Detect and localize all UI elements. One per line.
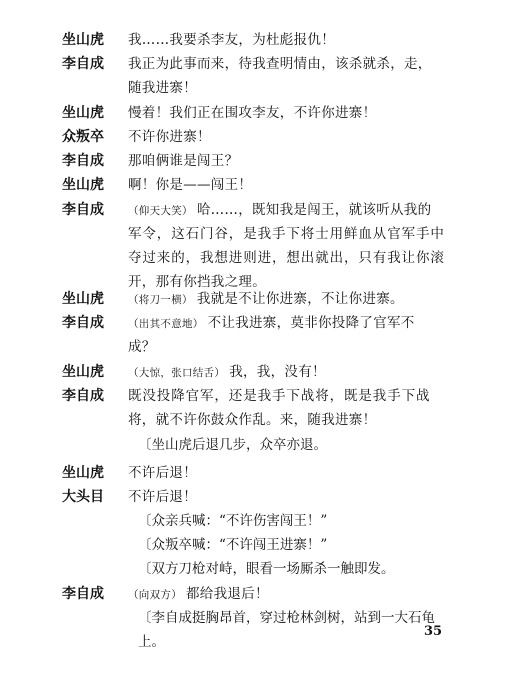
stage-direction-inline: （将刀一横） bbox=[128, 294, 193, 306]
stage-direction-inline: （出其不意地） bbox=[128, 318, 204, 330]
dialogue-line: 慢着！我们正在围攻李友，不许你进寨！ bbox=[128, 105, 377, 121]
dialogue-text: 哈……，既知我是闯王，就该听从我的 bbox=[196, 202, 432, 218]
speaker-name: 坐山虎 bbox=[62, 32, 104, 48]
dialogue-line bbox=[128, 198, 431, 223]
stage-direction: 〔众亲兵喊：“不许伤害闯王！” bbox=[138, 513, 328, 529]
dialogue-text: 我，我，没有！ bbox=[229, 364, 326, 380]
dialogue-line: 成？ bbox=[128, 339, 156, 355]
dialogue-line: 我正为此事而来，待我查明情由，该杀就杀，走， bbox=[128, 56, 432, 72]
dialogue-line: 啊！你是——闯王！ bbox=[128, 177, 253, 193]
dialogue-line bbox=[128, 287, 404, 312]
dialogue-line: 我……我要杀李友，为杜彪报仇！ bbox=[128, 32, 335, 48]
dialogue-line bbox=[128, 360, 326, 385]
dialogue-text: 我就是不让你进寨，不让你进寨。 bbox=[196, 291, 404, 307]
dialogue-text: 都给我退后！ bbox=[186, 586, 269, 602]
dialogue-text: 不让我进寨，莫非你投降了官军不 bbox=[207, 315, 415, 331]
dialogue-line: 将，就不许你鼓众作乱。来，随我进寨！ bbox=[128, 412, 377, 428]
speaker-name: 李自成 bbox=[62, 153, 104, 169]
dialogue-line bbox=[128, 582, 269, 607]
speaker-name: 李自成 bbox=[62, 202, 104, 218]
speaker-name: 坐山虎 bbox=[62, 465, 104, 481]
speaker-name: 李自成 bbox=[62, 315, 104, 331]
dialogue-line: 不许你进寨！ bbox=[128, 129, 211, 145]
stage-direction-inline: （仰天大笑） bbox=[128, 205, 193, 217]
dialogue-line: 随我进寨！ bbox=[128, 80, 197, 96]
stage-direction: 〔李自成挺胸昂首，穿过枪林剑树，站到一大石龟 bbox=[138, 610, 435, 626]
stage-direction: 〔众叛卒喊：“不许闯王进寨！” bbox=[138, 537, 328, 553]
stage-direction: 〔双方刀枪对峙，眼看一场厮杀一触即发。 bbox=[138, 561, 395, 577]
dialogue-line: 开，那有你挡我之理。 bbox=[128, 274, 266, 290]
dialogue-line: 那咱俩谁是闯王？ bbox=[128, 153, 239, 169]
dialogue-line: 不许后退！ bbox=[128, 489, 197, 505]
speaker-name: 众叛卒 bbox=[62, 129, 104, 145]
speaker-name: 李自成 bbox=[62, 56, 104, 72]
speaker-name: 坐山虎 bbox=[62, 105, 104, 121]
speaker-name: 大头目 bbox=[62, 489, 104, 505]
stage-direction: 上。 bbox=[138, 634, 165, 650]
dialogue-line: 军令，这石门谷，是我手下将士用鲜血从官军手中 bbox=[128, 226, 445, 242]
page-number: 35 bbox=[424, 624, 443, 639]
speaker-name: 李自成 bbox=[62, 586, 104, 602]
speaker-name: 坐山虎 bbox=[62, 364, 104, 380]
stage-direction-inline: （向双方） bbox=[128, 589, 182, 601]
speaker-name: 坐山虎 bbox=[62, 291, 104, 307]
dialogue-line: 夺过来的，我想进则进，想出就出，只有我让你滚 bbox=[128, 250, 445, 266]
stage-direction-inline: （大惊，张口结舌） bbox=[128, 367, 226, 379]
dialogue-line bbox=[128, 311, 415, 336]
stage-direction: 〔坐山虎后退几步，众卒亦退。 bbox=[138, 437, 327, 453]
dialogue-line: 不许后退！ bbox=[128, 465, 197, 481]
speaker-name: 李自成 bbox=[62, 388, 104, 404]
dialogue-line: 既没投降官军，还是我手下战将，既是我手下战 bbox=[128, 388, 431, 404]
speaker-name: 坐山虎 bbox=[62, 177, 104, 193]
